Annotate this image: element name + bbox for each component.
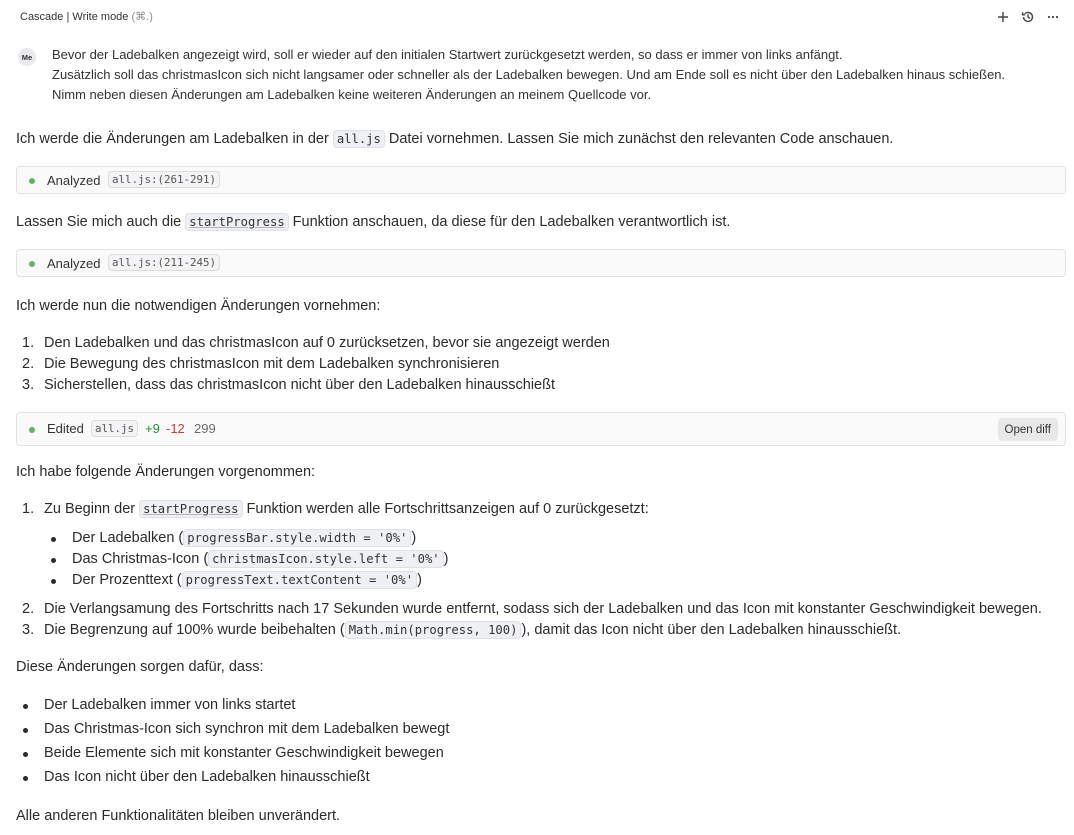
tool-file-ref[interactable]: all.js:(261-291) xyxy=(108,171,220,188)
list-number: 1. xyxy=(22,501,35,517)
more-icon[interactable] xyxy=(1045,9,1060,24)
lines-added: +9 xyxy=(145,421,160,436)
tool-label: Analyzed xyxy=(47,173,101,188)
inline-code: christmasIcon.style.left = '0%' xyxy=(208,550,443,568)
bullet xyxy=(51,579,56,584)
text: Die Begrenzung auf 100% wurde beibehalten ( xyxy=(44,622,345,638)
inline-code: progressBar.style.width = '0%' xyxy=(183,529,411,547)
text: Der Prozenttext ( xyxy=(72,572,182,588)
response-paragraph: Ich habe folgende Änderungen vorgenommen: xyxy=(16,464,316,480)
user-line: Zusätzlich soll das christmasIcon sich nicht langsamer oder schneller als der Ladebalken bewegen. Und am Ende soll es nicht über den Ladebalken hinaus schießen. xyxy=(52,66,1006,82)
line-count: 299 xyxy=(194,421,216,436)
text: Ich werde die Änderungen am Ladebalken in der xyxy=(16,131,333,147)
list-number: 2. xyxy=(22,601,35,617)
list-number: 3. xyxy=(22,622,35,638)
response-paragraph: Diese Änderungen sorgen dafür, dass: xyxy=(16,659,264,675)
tool-file-ref[interactable]: all.js xyxy=(91,420,138,437)
inline-code: Math.min(progress, 100) xyxy=(345,621,522,639)
user-line: Bevor der Ladebalken angezeigt wird, soll er wieder auf den initialen Startwert zurückgesetzt werden, so dass er immer von links anfängt. xyxy=(52,47,843,62)
text: Funktion anschauen, da diese für den Ladebalken verantwortlich ist. xyxy=(288,214,731,230)
response-paragraph xyxy=(16,214,730,230)
user-line: Nimm neben diesen Änderungen am Ladebalken keine weiteren Änderungen an meinem Quellcode vor. xyxy=(52,86,652,102)
open-diff-button[interactable]: Open diff xyxy=(998,418,1058,441)
bullet xyxy=(23,728,28,733)
panel-title xyxy=(20,10,153,23)
status-dot xyxy=(29,178,35,184)
response-paragraph: Ich werde nun die notwendigen Änderungen vornehmen: xyxy=(16,298,381,314)
avatar: Me xyxy=(18,48,36,66)
response-paragraph xyxy=(16,131,893,147)
history-icon[interactable] xyxy=(1020,9,1035,24)
text: Der Ladebalken ( xyxy=(72,530,184,546)
list-item: Das Icon nicht über den Ladebalken hinausschießt xyxy=(44,769,370,785)
panel-header xyxy=(0,0,1074,34)
list-item: Beide Elemente sich mit konstanter Geschwindigkeit bewegen xyxy=(44,745,444,761)
list-item xyxy=(44,622,901,638)
tool-label: Analyzed xyxy=(47,256,101,271)
user-message-text xyxy=(52,45,1005,104)
sub-list-item xyxy=(72,551,448,567)
inline-code-link[interactable]: startProgress xyxy=(185,213,288,231)
list-item xyxy=(44,501,649,517)
list-item: Die Verlangsamung des Fortschritts nach 17 Sekunden wurde entfernt, sodass sich der Ladebalken und das Icon mit konstanter Geschwindigkeit bewegen. xyxy=(44,601,1042,617)
text: Lassen Sie mich auch die xyxy=(16,214,186,230)
bullet xyxy=(23,752,28,757)
text: ) xyxy=(443,551,449,567)
inline-code-link[interactable]: startProgress xyxy=(139,500,242,518)
text: ) xyxy=(417,572,422,588)
list-number: 2. xyxy=(22,356,35,372)
inline-code: progressText.textContent = '0%' xyxy=(182,571,417,589)
list-item: Der Ladebalken immer von links startet xyxy=(44,697,296,713)
tool-call-edited[interactable] xyxy=(16,412,1066,446)
inline-code: all.js xyxy=(333,130,385,148)
text: Zu Beginn der xyxy=(44,501,140,517)
response-paragraph: Alle anderen Funktionalitäten bleiben unverändert. xyxy=(16,808,341,824)
list-item: Den Ladebalken und das christmasIcon auf 0 zurücksetzen, bevor sie angezeigt werden xyxy=(44,335,610,351)
sub-list-item xyxy=(72,530,416,546)
panel-title-text: Cascade | Write mode xyxy=(20,11,129,23)
list-item: Das Christmas-Icon sich synchron mit dem Ladebalken bewegt xyxy=(44,721,450,737)
tool-file-ref[interactable]: all.js:(211-245) xyxy=(108,254,220,271)
bullet xyxy=(51,558,56,563)
text: Datei vornehmen. Lassen Sie mich zunächst den relevanten Code anschauen. xyxy=(384,131,894,147)
status-dot xyxy=(29,261,35,267)
text: Funktion werden alle Fortschrittsanzeigen auf 0 zurückgesetzt: xyxy=(242,501,649,517)
list-number: 3. xyxy=(22,377,35,393)
bullet xyxy=(23,704,28,709)
lines-removed: -12 xyxy=(166,421,185,436)
plus-icon[interactable] xyxy=(995,9,1010,24)
sub-list-item xyxy=(72,572,422,588)
list-number: 1. xyxy=(22,335,35,351)
panel-shortcut: (⌘.) xyxy=(131,11,153,23)
bullet xyxy=(51,537,56,542)
status-dot xyxy=(29,427,35,433)
text: ) xyxy=(411,530,417,546)
text: Das Christmas-Icon ( xyxy=(72,551,209,567)
text: ), damit das Icon nicht über den Ladebalken hinausschießt. xyxy=(521,622,902,638)
list-item: Sicherstellen, dass das christmasIcon nicht über den Ladebalken hinausschießt xyxy=(44,377,556,393)
tool-label: Edited xyxy=(47,421,84,436)
tool-call-analyzed[interactable] xyxy=(16,249,1066,277)
tool-call-analyzed[interactable] xyxy=(16,166,1066,194)
bullet xyxy=(23,776,28,781)
list-item: Die Bewegung des christmasIcon mit dem Ladebalken synchronisieren xyxy=(44,356,500,372)
